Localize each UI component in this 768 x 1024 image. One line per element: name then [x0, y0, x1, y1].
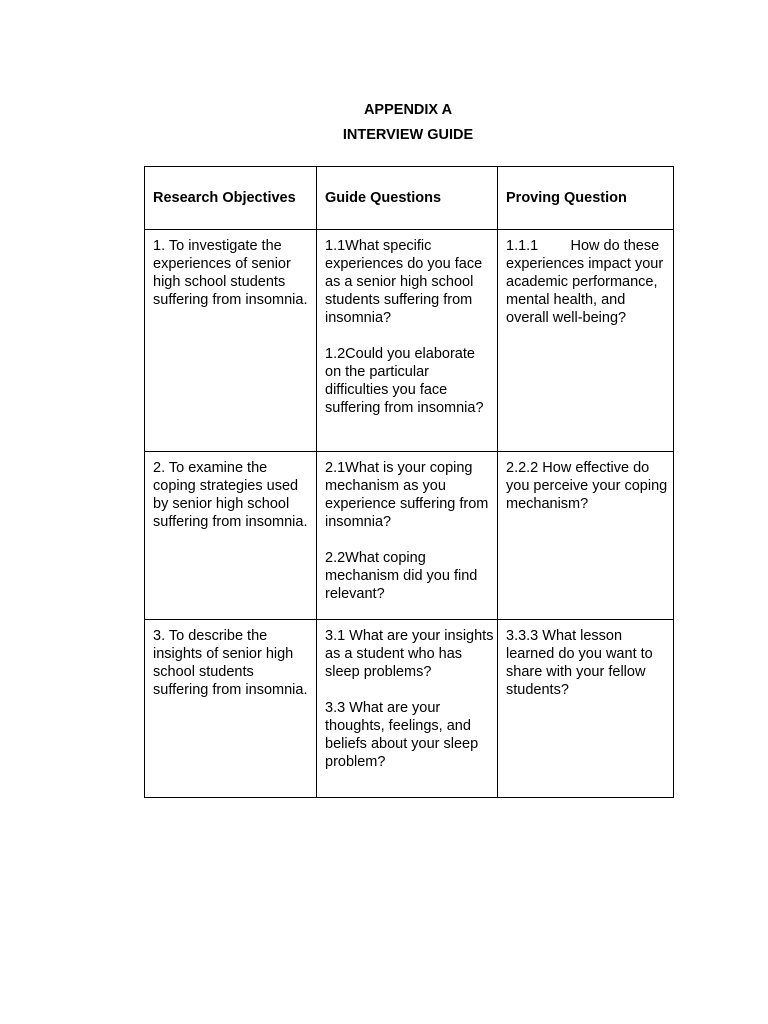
- guide-question: 3.3 What are your thoughts, feelings, and beliefs about your sleep problem?: [325, 700, 479, 770]
- interview-guide-title: INTERVIEW GUIDE: [342, 127, 474, 143]
- guide-questions-cell: [317, 230, 498, 452]
- objective-cell: 2. To examine the coping strategies used by senior high school suffering from insomnia.: [145, 452, 317, 620]
- proving-question-cell: 1.1.1 How do these experiences impact your academic performance, mental health, and overall well-being?: [498, 230, 674, 452]
- proving-question-cell: 3.3.3 What lesson learned do you want to share with your fellow students?: [498, 620, 674, 798]
- table-row: [145, 452, 674, 620]
- table-header-row: [145, 167, 674, 230]
- header-proving-question: Proving Question: [498, 167, 674, 230]
- guide-question: 2.2What coping mechanism did you find relevant?: [325, 550, 478, 602]
- header-guide-questions: Guide Questions: [317, 167, 498, 230]
- guide-question: 1.2Could you elaborate on the particular difficulties you face suffering from insomnia?: [325, 346, 484, 416]
- header-research-objectives: Research Objectives: [145, 167, 317, 230]
- table-row: [145, 230, 674, 452]
- interview-guide-table: [144, 166, 674, 798]
- proving-question-cell: 2.2.2 How effective do you perceive your coping mechanism?: [498, 452, 674, 620]
- appendix-title: APPENDIX A: [363, 102, 453, 118]
- guide-question: 3.1 What are your insights as a student who has sleep problems?: [325, 628, 494, 680]
- guide-question: 2.1What is your coping mechanism as you experience suffering from insomnia?: [325, 460, 489, 530]
- guide-question: 1.1What specific experiences do you face as a senior high school students suffering from insomnia?: [325, 238, 483, 326]
- table-row: [145, 620, 674, 798]
- guide-questions-cell: [317, 452, 498, 620]
- objective-cell: 3. To describe the insights of senior high school students suffering from insomnia.: [145, 620, 317, 798]
- objective-cell: 1. To investigate the experiences of senior high school students suffering from insomnia.: [145, 230, 317, 452]
- guide-questions-cell: [317, 620, 498, 798]
